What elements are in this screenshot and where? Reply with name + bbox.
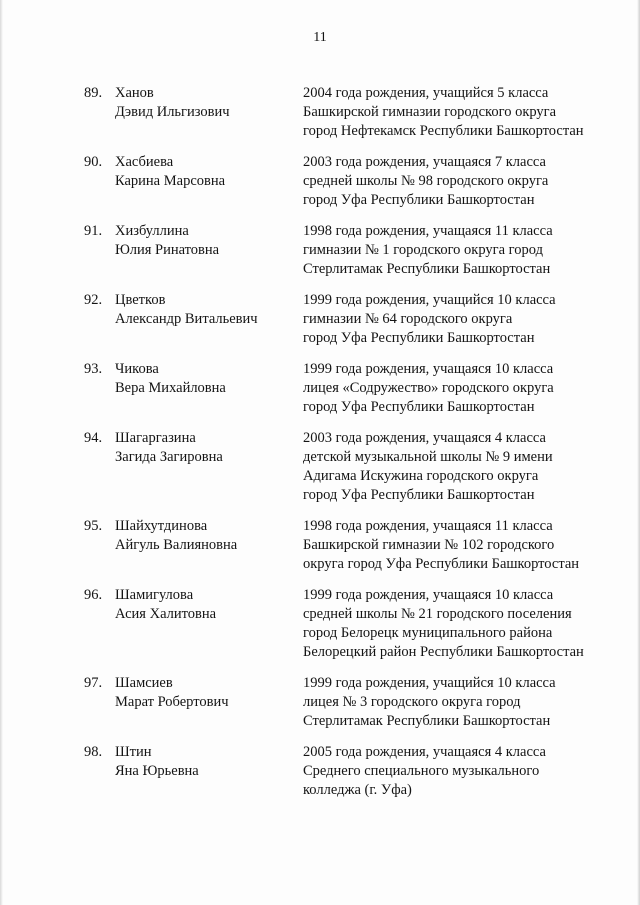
entry-surname: Шамигулова [115, 587, 194, 603]
entry-description-line: Среднего специального музыкального [303, 763, 540, 779]
entry-description-line: гимназии № 1 городского округа город [303, 242, 543, 258]
entry-description-line: Стерлитамак Республики Башкортостан [303, 261, 551, 277]
entry-surname: Штин [115, 744, 152, 760]
entry-name [115, 222, 290, 260]
entry-description-line: город Уфа Республики Башкортостан [303, 192, 535, 208]
entry-surname: Шамсиев [115, 675, 173, 691]
entry-description-line: средней школы № 98 городского округа [303, 173, 549, 189]
entry-given-names: Асия Халитовна [115, 606, 217, 622]
entry-name [115, 429, 290, 467]
entry-description-line: 1998 года рождения, учащаяся 11 класса [303, 223, 553, 239]
entry-description [303, 517, 623, 574]
entry-number: 97. [84, 675, 103, 691]
entry-name [115, 291, 290, 329]
entry-description-line: 2004 года рождения, учащийся 5 класса [303, 85, 549, 101]
entry-description-line: средней школы № 21 городского поселения [303, 606, 572, 622]
entry-description [303, 153, 623, 210]
entry-description-line: лицея № 3 городского округа город [303, 694, 521, 710]
entry-description-line: город Уфа Республики Башкортостан [303, 330, 535, 346]
entry-given-names: Айгуль Валияновна [115, 537, 238, 553]
entry-description-line: 2003 года рождения, учащаяся 7 класса [303, 154, 546, 170]
entry-number: 92. [84, 292, 103, 308]
entry-description-line: округа город Уфа Республики Башкортостан [303, 556, 580, 572]
entry-description-line: колледжа (г. Уфа) [303, 782, 412, 798]
entry-name [115, 743, 290, 781]
entry-surname: Шагаргазина [115, 430, 196, 446]
entry-given-names: Вера Михайловна [115, 380, 226, 396]
entry-description [303, 291, 623, 348]
entry-description-line: 1999 года рождения, учащийся 10 класса [303, 675, 556, 691]
entry-given-names: Яна Юрьевна [115, 763, 199, 779]
entry-description-line: гимназии № 64 городского округа [303, 311, 513, 327]
entry-description [303, 586, 623, 662]
entry-description-line: город Белорецк муниципального района [303, 625, 553, 641]
entry-description-line: Башкирской гимназии № 102 городского [303, 537, 555, 553]
scan-edge-left [0, 0, 3, 905]
entry-description-line: город Уфа Республики Башкортостан [303, 487, 535, 503]
entry-description-line: 1999 года рождения, учащийся 10 класса [303, 292, 556, 308]
entry-name [115, 586, 290, 624]
entry-description-line: Белорецкий район Республики Башкортостан [303, 644, 584, 660]
entry-name [115, 517, 290, 555]
entry-description-line: 1999 года рождения, учащаяся 10 класса [303, 587, 554, 603]
entry-number: 91. [84, 223, 103, 239]
entry-given-names: Дэвид Ильгизович [115, 104, 230, 120]
page-number: 11 [313, 30, 327, 45]
entry-description [303, 743, 623, 800]
entry-surname: Хасбиева [115, 154, 174, 170]
entry-description-line: город Уфа Республики Башкортостан [303, 399, 535, 415]
entry-description-line: 2005 года рождения, учащаяся 4 класса [303, 744, 546, 760]
entry-description [303, 674, 623, 731]
entry-number: 96. [84, 587, 103, 603]
entry-description [303, 222, 623, 279]
entry-given-names: Марат Робертович [115, 694, 229, 710]
entry-name [115, 674, 290, 712]
entry-surname: Цветков [115, 292, 166, 308]
entry-description-line: лицея «Содружество» городского округа [303, 380, 554, 396]
entry-description-line: 2003 года рождения, учащаяся 4 класса [303, 430, 546, 446]
entry-surname: Хизбуллина [115, 223, 189, 239]
entry-description-line: Стерлитамак Республики Башкортостан [303, 713, 551, 729]
entry-name [115, 360, 290, 398]
entry-surname: Ханов [115, 85, 154, 101]
entry-number: 93. [84, 361, 103, 377]
entry-given-names: Карина Марсовна [115, 173, 226, 189]
entry-given-names: Александр Витальевич [115, 311, 258, 327]
entry-description [303, 84, 623, 141]
entry-number: 90. [84, 154, 103, 170]
entry-name [115, 84, 290, 122]
entry-number: 94. [84, 430, 103, 446]
entry-given-names: Загида Загировна [115, 449, 223, 465]
entry-description [303, 360, 623, 417]
entry-surname: Чикова [115, 361, 159, 377]
entry-description-line: Адигама Искужина городского округа [303, 468, 539, 484]
entry-number: 98. [84, 744, 103, 760]
entry-description [303, 429, 623, 505]
entry-description-line: Башкирской гимназии городского округа [303, 104, 557, 120]
entry-description-line: 1999 года рождения, учащаяся 10 класса [303, 361, 554, 377]
entry-description-line: детской музыкальной школы № 9 имени [303, 449, 553, 465]
entry-description-line: город Нефтекамск Республики Башкортостан [303, 123, 584, 139]
entry-number: 95. [84, 518, 103, 534]
entry-number: 89. [84, 85, 103, 101]
entry-description-line: 1998 года рождения, учащаяся 11 класса [303, 518, 553, 534]
entry-surname: Шайхутдинова [115, 518, 208, 534]
entry-name [115, 153, 290, 191]
entry-given-names: Юлия Ринатовна [115, 242, 220, 258]
